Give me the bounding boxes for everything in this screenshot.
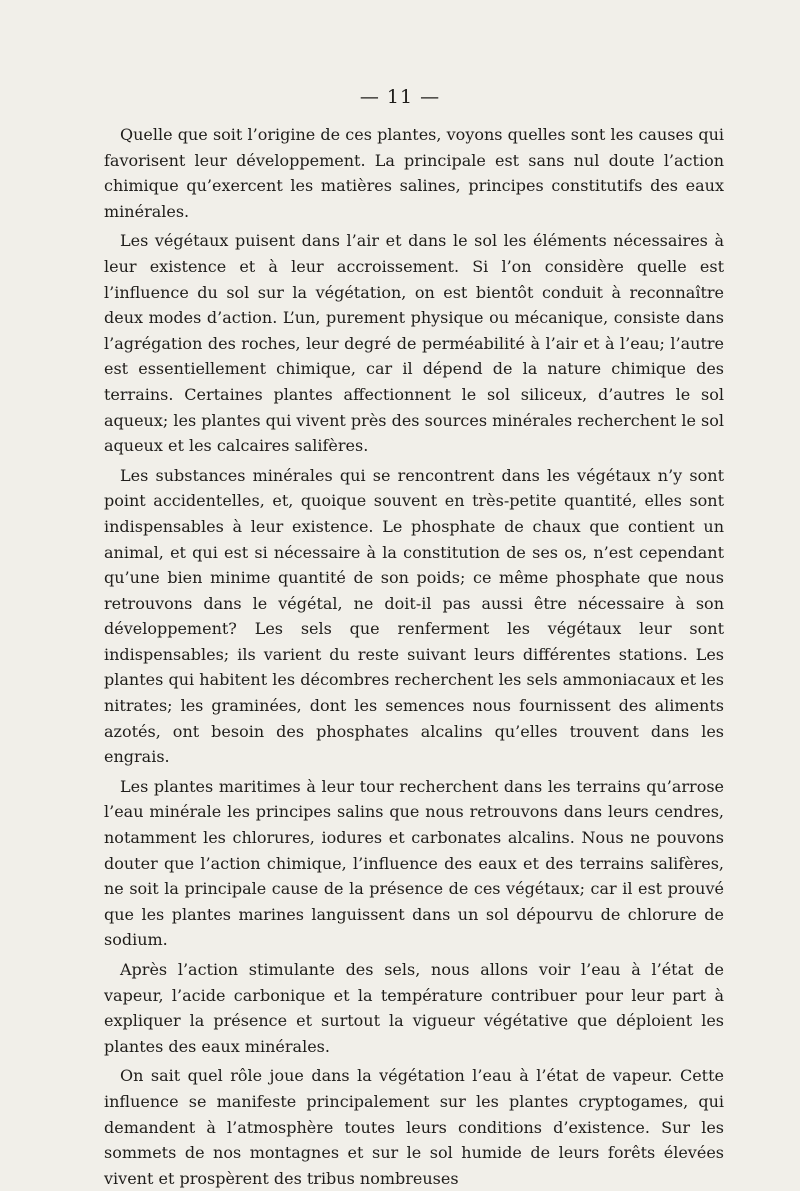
paragraph-5: Après l’action stimulante des sels, nous allons voir l’eau à l’état de vapeur, l’acide carbonique et la température contribuer pour leur part à expliquer la présence et surtout la vigueur végétative que déploient les plantes des eaux minérales. [104, 960, 724, 1056]
paragraph-1: Quelle que soit l’origine de ces plantes, voyons quelles sont les causes qui favorisent leur développement. La principale est sans nul doute l’action chimique qu’exercent les matières salines, principes constitutifs des eaux minérales. [104, 125, 724, 221]
body-text [104, 122, 724, 1191]
page-number-header: — 11 — [359, 86, 441, 108]
paragraph-2: Les végétaux puisent dans l’air et dans le sol les éléments nécessaires à leur existence et à leur accroissement. Si l’on considère quelle est l’influence du sol sur la végétation, on est bientôt conduit à reconnaître deux modes d’action. L’un, purement physique ou mécanique, consiste dans l’agrégation des roches, leur degré de perméabilité à l’air et à l’eau; l’autre est essentiellement chimique, car il dépend de la nature chimique des terrains. Certaines plantes affectionnent le sol siliceux, d’autres le sol aqueux; les plantes qui vivent près des sources minérales recherchent le sol aqueux et les calcaires salifères. [104, 231, 724, 456]
paragraph-4: Les plantes maritimes à leur tour recherchent dans les terrains qu’arrose l’eau minérale les principes salins que nous retrouvons dans leurs cendres, notamment les chlorures, iodures et carbonates alcalins. Nous ne pouvons douter que l’action chimique, l’influence des eaux et des terrains salifères, ne soit la principale cause de la présence de ces végétaux; car il est prouvé que les plantes marines languissent dans un sol dépourvu de chlorure de sodium. [104, 776, 724, 950]
paragraph-3: Les substances minérales qui se rencontrent dans les végétaux n’y sont point accidentelles, et, quoique souvent en très-petite quantité, elles sont indispensables à leur existence. Le phosphate de chaux que contient un animal, et qui est si nécessaire à la constitution de ses os, n’est cependant qu’une bien minime quantité de son poids; ce même phosphate que nous retrouvons dans le végétal, ne doit-il pas aussi être nécessaire à son développement? Les sels que renferment les végétaux leur sont indispensables; ils varient du reste suivant leurs différentes stations. Les plantes qui habitent les décombres recherchent les sels ammoniacaux et les nitrates; les graminées, dont les semences nous fournissent des aliments azotés, ont besoin des phosphates alcalins qu’elles trouvent dans les engrais. [104, 465, 724, 767]
paragraph-6: On sait quel rôle joue dans la végétation l’eau à l’état de vapeur. Cette influence se manifeste principalement sur les plantes cryptogames, qui demandent à l’atmosphère toutes leurs conditions d’existence. Sur les sommets de nos montagnes et sur le sol humide de leurs forêts élevées vivent et prospèrent des tribus nombreuses [104, 1066, 724, 1188]
